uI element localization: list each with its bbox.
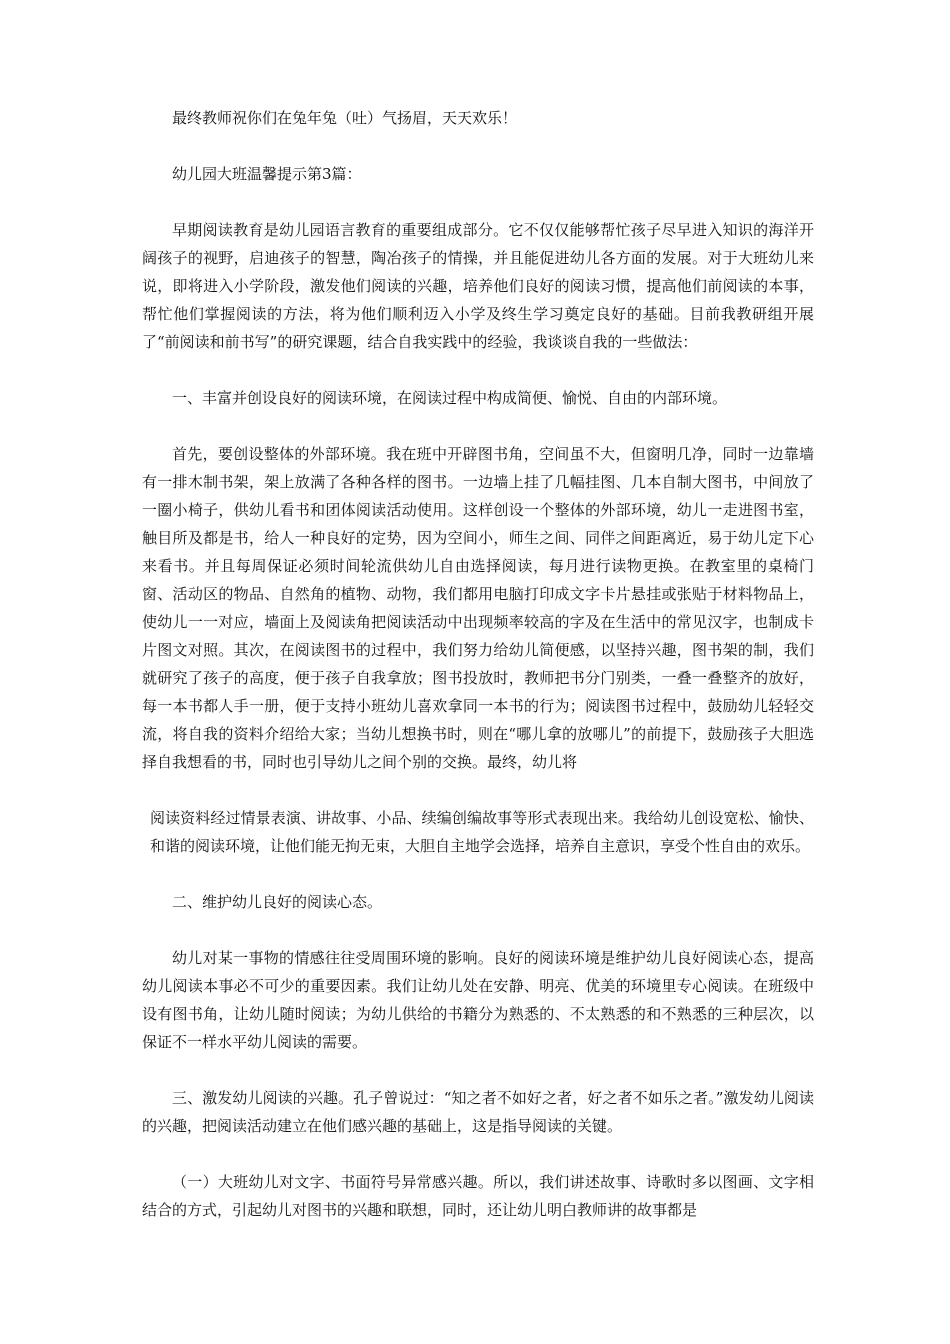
document-page <box>142 104 814 1252</box>
heading-point-two: 二、维护幼儿良好的阅读心态。 <box>172 893 383 911</box>
paragraph-closing-wish: 最终教师祝你们在兔年兔（吐）气扬眉，天天欢乐！ <box>172 109 518 127</box>
paragraph-subpoint-one: （一）大班幼儿对文字、书面符号异常感兴趣。所以，我们讲述故事、诗歌时多以图画、文字相结合的方式，引起幼儿对图书的兴趣和联想，同时，还让幼儿明白教师讲的故事都是 <box>142 1173 814 1219</box>
paragraph-reading-mood: 幼儿对某一事物的情感往往受周围环境的影响。良好的阅读环境是维护幼儿良好阅读心态，提高幼儿阅读本事必不可少的重要因素。我们让幼儿处在安静、明亮、优美的环境里专心阅读。在班级中设有图书角，让幼儿随时阅读；为幼儿供给的书籍分为熟悉的、不太熟悉的和不熟悉的三种层次，以保证不一样水平幼儿阅读的需要。 <box>142 949 814 1051</box>
paragraph-intro: 早期阅读教育是幼儿园语言教育的重要组成部分。它不仅仅能够帮忙孩子尽早进入知识的海洋开阔孩子的视野，启迪孩子的智慧，陶冶孩子的情操，并且能促进幼儿各方面的发展。对于大班幼儿来说，即将进入小学阶段，激发他们阅读的兴趣，培养他们良好的阅读习惯，提高他们前阅读的本事，帮忙他们掌握阅读的方法，将为他们顺利迈入小学及终生学习奠定良好的基础。目前我教研组开展了“前阅读和前书写”的研究课题，结合自我实践中的经验，我谈谈自我的一些做法： <box>142 221 814 351</box>
paragraph-environment-continued: 阅读资料经过情景表演、讲故事、小品、续编创编故事等形式表现出来。我给幼儿创设宽松、愉快、和谐的阅读环境，让他们能无拘无束，大胆自主地学会选择，培养自主意识，享受个性自由的欢乐。 <box>150 809 814 855</box>
paragraph-environment: 首先，要创设整体的外部环境。我在班中开辟图书角，空间虽不大，但窗明几净，同时一边靠墙有一排木制书架，架上放满了各种各样的图书。一边墙上挂了几幅挂图、几本自制大图书，中间放了一圈小椅子，供幼儿看书和团体阅读活动使用。这样创设一个整体的外部环境，幼儿一走进图书室，触目所及都是书，给人一种良好的定势，因为空间小，师生之间、同伴之间距离近，易于幼儿定下心来看书。并且每周保证必须时间轮流供幼儿自由选择阅读，每月进行读物更换。在教室里的桌椅门窗、活动区的物品、自然角的植物、动物，我们都用电脑打印成文字卡片悬挂或张贴于材料物品上，使幼儿一一对应，墙面上及阅读角把阅读活动中出现频率较高的字及在生活中的常见汉字，也制成卡片图文对照。其次，在阅读图书的过程中，我们努力给幼儿简便感，以坚持兴趣，图书架的制，我们就研究了孩子的高度，便于孩子自我拿放；图书投放时，教师把书分门别类，一叠一叠整齐的放好，每一本书都人手一册，便于支持小班幼儿喜欢拿同一本书的行为；阅读图书过程中，鼓励幼儿轻轻交流，将自我的资料介绍给大家；当幼儿想换书时，则在“哪儿拿的放哪儿”的前提下，鼓励孩子大胆选择自我想看的书，同时也引导幼儿之间个别的交换。最终，幼儿将 <box>142 445 814 771</box>
heading-point-three: 三、激发幼儿阅读的兴趣。孔子曾说过：“知之者不如好之者，好之者不如乐之者。”激发幼儿阅读的兴趣，把阅读活动建立在他们感兴趣的基础上，这是指导阅读的关键。 <box>142 1089 814 1135</box>
heading-point-one: 一、丰富并创设良好的阅读环境，在阅读过程中构成简便、愉悦、自由的内部环境。 <box>172 389 728 407</box>
paragraph-section-title: 幼儿园大班温馨提示第3篇： <box>172 165 362 183</box>
